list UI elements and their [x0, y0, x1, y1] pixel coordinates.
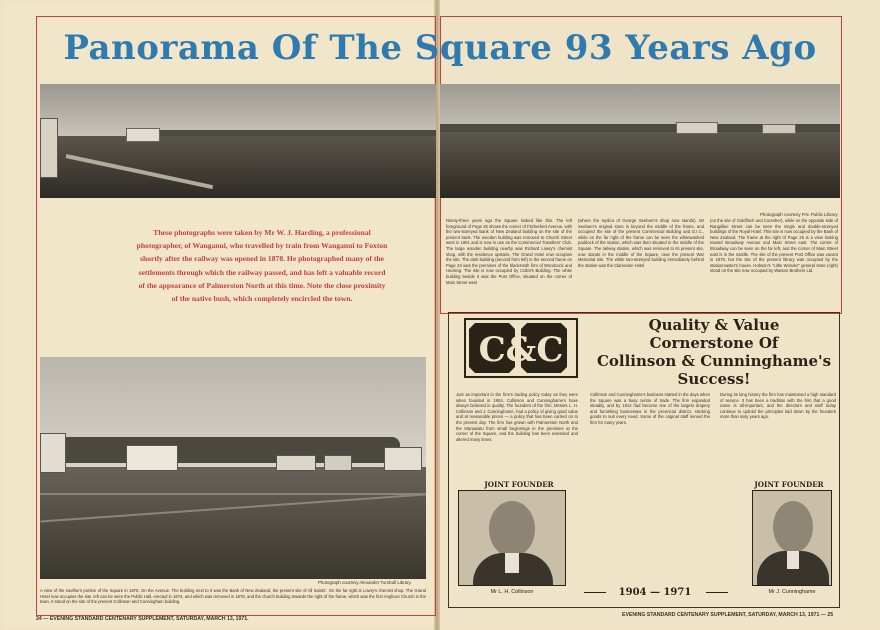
article-column-2: (where the replica of George Seeburn's shop now stands). Mr Seeburn's original store is beyond the middle of the frame, and occupied the site of the present Commercial Building and D.I.C., while on the far right of the frame can be seen the whitewashed paddock of the station, which was then situated in the middle of the Square. The railway station, which was removed to its present site, now stands in the middle of the Square, near the present War Memorial site. The white two-storeyed building immediately behind the station was the Clarendon Hotel — [578, 218, 704, 268]
bottom-photo-caption: A view of the southern portion of the Square in 1878. On the Avenue. The building next to it was the Bank of New Zealand, the present site of All Saints'. On the far right is Lowry's chemist shop. The Grand Hotel now occupies the site. left can be seen the Public Hall, erected in 1874, and which was removed in 1878, and the church building towards the right of the frame, which was the first Anglican Church in the town. It stood on the site of the present Collinson and Cunningham building. — [40, 588, 426, 605]
page-title: Panorama Of The Square 93 Years Ago — [63, 28, 817, 68]
logo-text: C&C — [478, 330, 564, 370]
ad-title-line-3: Collinson & Cunninghame's — [596, 352, 832, 370]
article-column-1: Ninety-three years ago the Square looked like this. The left foreground of Page 25 shows the corner of Fitzherbert Avenue, with the two-storeyed Bank of New Zealand building on the site of the present bank. The wooden building was removed to Church Street west in 1901 and is now in use as the Commercial Travellers' Club. The large wooden building nearby was Richard Lowry's chemist shop, with the residence upstairs. The Grand Hotel now occupies the site. The dark building (second from left) in the second frame on Page 24 was the premises of the blacksmith firm of Woodcock and Hocking. The site is now occupied by Collet's Building. The white building beside it was the Post Office, situated on the corner of Main Street west — [446, 218, 572, 285]
ad-title-line-1: Quality & Value — [648, 316, 780, 334]
founder-label-right: JOINT FOUNDER — [754, 480, 824, 489]
photo-credit-top: Photograph courtesy P.N. Public Library. — [760, 212, 839, 217]
panorama-photo-left — [40, 84, 436, 198]
footer-right: EVENING STANDARD CENTENARY SUPPLEMENT, SATURDAY, MARCH 13, 1971 — 25 — [622, 612, 834, 618]
panorama-photo-right — [440, 84, 840, 198]
photo-credit-bottom: Photograph courtesy Alexander Turnbull Library. — [318, 580, 412, 585]
ad-body-column-1: Just as important in the firm's trading policy today as they were when founded in 1904, Collinson and Cunninghame's have always believed in quality. The founders of the firm, Messrs L. H. Collinson and J. Cunninghame, had a policy of giving good value and at reasonable prices — a policy that has been carried on to the present day. The firm has grown with Palmerston North and the Manawatu from small beginnings in the premises at the corner of the Square, and the building has been extended and altered many times. — [456, 392, 578, 442]
ad-title-line-4: Success! — [677, 370, 751, 388]
founding-years: 1904 — 1971 — [618, 587, 692, 598]
ad-body-column-3: During its long history the firm has maintained a high standard of service. It has been a tradition with the firm that a good name is all-important, and the directors and staff today continue to uphold the principles laid down by the founders more than sixty years ago. — [720, 392, 836, 420]
ad-title — [596, 316, 832, 388]
years-rule-right — [706, 592, 728, 593]
portrait-collinson — [458, 490, 566, 586]
cc-logo — [463, 317, 579, 379]
article-column-3: (on the site of Goldfinch and Coomber), while on the opposite side of Rangitikei Street can be seen the single and double-storeyed buildings of the Royal Hotel. This site is now occupied by the Bank of New Zealand. The frame at the right of Page 25 is a view looking toward Broadway Avenue and Main Street east. The corner of Broadway can be seen on the far left, and the corner of Main Street east is in the middle. The site of the present Post Office was vacant in 1878, but the site of the present library was occupied by the stationmaster's house. Hobson's "Little Wonder" general store (right) stood on the site now occupied by Watson Brothers Ltd. — [710, 218, 838, 274]
square-1878-photo — [40, 357, 426, 579]
intro-caption: These photographs were taken by Mr W. J. Harding, a professional photographer, of Wanganui, who travelled by train from Wanganui to Foxton shortly after the railway was opened in 1878. He photographed many of the settlements through which the railway passed, and has left a valuable record of the appearance of Palmerston North at this time. Note the close proximity of the native bush, which completely encircled the town. — [136, 228, 388, 304]
ad-body-column-2: Collinson and Cunninghame's business started in the days when the Square was a busy centre of trade. The firm expanded steadily, and by 1914 had become one of the largest drapery and furnishing businesses in the provincial district, stocking goods to suit every need. Some of the original staff served the firm for many years. — [590, 392, 710, 425]
portrait-cunninghame — [752, 490, 832, 586]
founder-name-right: Mr J. Cunninghame — [768, 589, 816, 595]
footer-left: 24 — EVENING STANDARD CENTENARY SUPPLEMENT, SATURDAY, MARCH 13, 1971. — [36, 616, 249, 622]
founder-name-left: Mr L. H. Collinson — [490, 589, 534, 595]
ad-title-line-2: Cornerstone Of — [649, 334, 779, 352]
founder-label-left: JOINT FOUNDER — [484, 480, 554, 489]
